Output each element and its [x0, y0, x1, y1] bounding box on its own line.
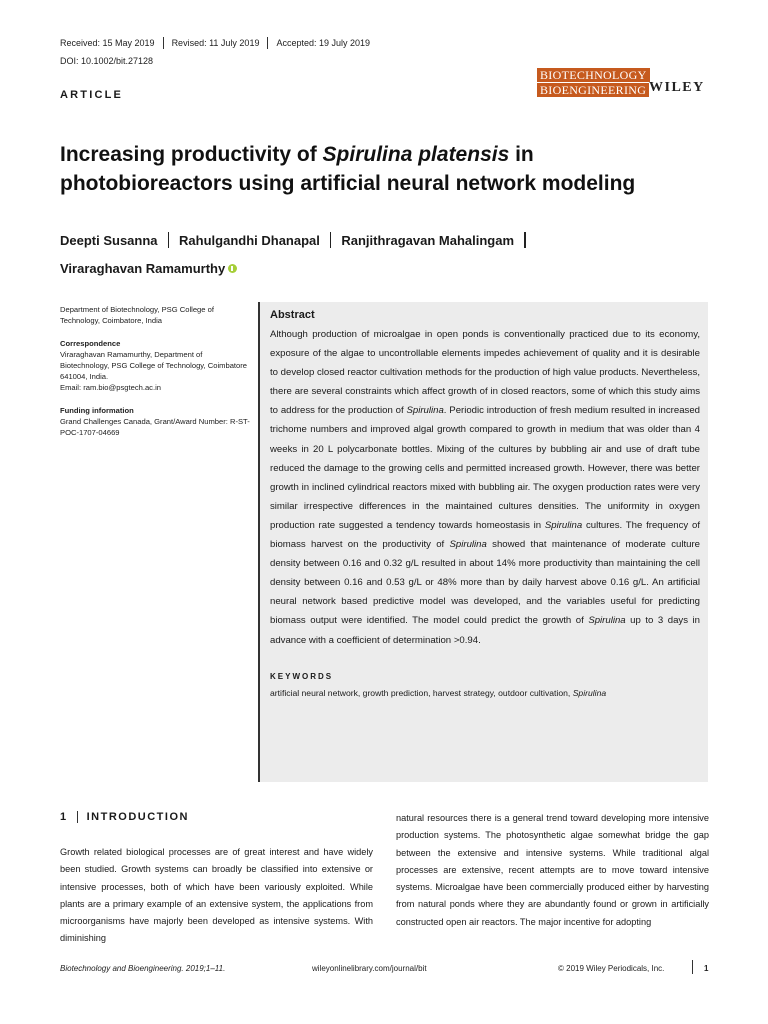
divider — [692, 960, 693, 974]
section-heading — [60, 811, 189, 823]
keywords-text: artificial neural network, growth prediction, harvest strategy, outdoor cultivation, — [270, 687, 573, 698]
abstract-species: Spirulina — [406, 405, 444, 417]
abstract-segment: Although production of microalgae in open ponds is conventionally practiced due to its economy, exposure of the algae to uncontrollable elements impedes achievement of quality and it is desirable to develop closed reactor cultivation methods for the production of high value products. Nevertheless, there are several constraints which affect growth of in closed reactors, some of which this study aims to address for the production of — [270, 329, 700, 417]
journal-logo[interactable] — [537, 68, 709, 98]
abstract-segment: showed that maintenance of moderate culture density between 0.16 and 0.32 g/L resulted in about 14% more productivity than maintaining the cell density between 0.16 and 0.53 g/L or 48% more than by daily harvest above 0.16 g/L. An artificial neural network based predictive model was developed, and the variables useful for predicting biomass output were identified. The model could predict the growth of — [270, 539, 700, 627]
abstract-segment: . Periodic introduction of fresh medium resulted in increased trichome numbers and improved algal growth compared to growth in medium that was older than 4 weeks in 20 L polycarbonate bottles. Mixing of the cultures by bubbling air and use of draft tube reduced the damage to the growing cells and permitted increased growth. However, there was better growth in inclined cylindrical reactors mixed with bubbling air. The oxygen production rates were very similar irrespective differences in the maintained cultures densities. The uniformity in oxygen production rate suggested a tendency towards homeostasis in — [270, 405, 700, 531]
divider — [168, 232, 170, 248]
divider — [330, 232, 332, 248]
abstract-species: Spirulina — [588, 615, 626, 627]
abstract-species: Spirulina — [544, 519, 583, 531]
article-title — [60, 140, 680, 198]
divider — [77, 811, 78, 823]
correspondence — [60, 338, 250, 393]
title-part1: Increasing productivity of — [60, 143, 323, 166]
revised-date: Revised: 11 July 2019 — [171, 38, 260, 48]
abstract-heading: Abstract — [270, 309, 315, 321]
footer-copyright: © 2019 Wiley Periodicals, Inc. — [558, 964, 665, 973]
correspondence-email[interactable]: Email: ram.bio@psgtech.ac.in — [60, 383, 161, 392]
journal-logo-line1: BIOTECHNOLOGY — [537, 68, 650, 82]
affiliation: Department of Biotechnology, PSG College of Technology, Coimbatore, India — [60, 305, 214, 325]
funding — [60, 405, 250, 438]
divider — [267, 37, 268, 49]
footer-url[interactable]: wileyonlinelibrary.com/journal/bit — [312, 964, 427, 973]
title-part2: in photobioreactors using artificial neural network modeling — [60, 143, 636, 195]
abstract-box — [258, 302, 708, 782]
received-date: Received: 15 May 2019 — [60, 38, 155, 48]
section-number: 1 — [60, 811, 68, 823]
funding-heading: Funding information — [60, 406, 134, 415]
publisher-logo: WILEY — [649, 80, 705, 95]
divider — [163, 37, 164, 49]
author-name[interactable]: Ranjithragavan Mahalingam — [341, 233, 515, 248]
intro-right-column: natural resources there is a general trend toward developing more intensive production systems. The photosynthetic algae somewhat bridge the gap between the extensive and intensive systems. While traditional algal processes are extensive, recent attempts are to move toward intensive systems. Microalgae have been commercially produced either by harvesting from natural ponds where they are abundantly found or grown in artificially constructed open air reactors. The major incentive for adopting — [396, 813, 709, 927]
abstract-segment: up to 3 days in advance with a coefficient of determination >0.94. — [270, 615, 700, 646]
footer-journal: Biotechnology and Bioengineering. 2019;1–11. — [60, 964, 226, 973]
author-list — [60, 227, 720, 283]
abstract-text — [270, 325, 700, 650]
publication-dates — [60, 37, 370, 49]
keywords-heading: KEYWORDS — [270, 671, 334, 681]
keywords-species: Spirulina — [572, 687, 607, 698]
section-title: INTRODUCTION — [86, 811, 189, 823]
correspondence-heading: Correspondence — [60, 339, 121, 348]
abstract-segment: cultures. The frequency of biomass harvest on the productivity of — [270, 519, 700, 551]
page-number: 1 — [704, 964, 709, 973]
author-name[interactable]: Rahulgandhi Dhanapal — [179, 233, 320, 248]
accepted-date: Accepted: 19 July 2019 — [276, 38, 371, 48]
author-name[interactable]: Deepti Susanna — [60, 233, 158, 248]
affiliation-column — [60, 304, 250, 450]
author-name[interactable]: Viraraghavan Ramamurthy — [60, 261, 226, 276]
abstract-species: Spirulina — [449, 539, 487, 551]
journal-logo-line2: BIOENGINEERING — [537, 83, 649, 97]
article-type-label: ARTICLE — [60, 89, 124, 101]
funding-text: Grand Challenges Canada, Grant/Award Number: R-ST-POC-1707-04669 — [60, 417, 250, 437]
keywords-list — [270, 688, 700, 698]
correspondence-address: Viraraghavan Ramamurthy, Department of Biotechnology, PSG College of Technology, Coimbatore 641004, India. — [60, 350, 247, 381]
doi[interactable]: DOI: 10.1002/bit.27128 — [60, 56, 154, 66]
title-species: Spirulina platensis — [322, 143, 510, 166]
orcid-icon[interactable] — [228, 264, 237, 273]
divider — [524, 232, 526, 248]
intro-left-column: Growth related biological processes are of great interest and have widely been studied. Growth systems can broadly be classified into extensive or intensive processes, both of which have been variously exploited. While plants are a primary example of an extensive system, the applications from microorganisms have majorly been developed as intensive systems. With diminishing — [60, 847, 373, 944]
